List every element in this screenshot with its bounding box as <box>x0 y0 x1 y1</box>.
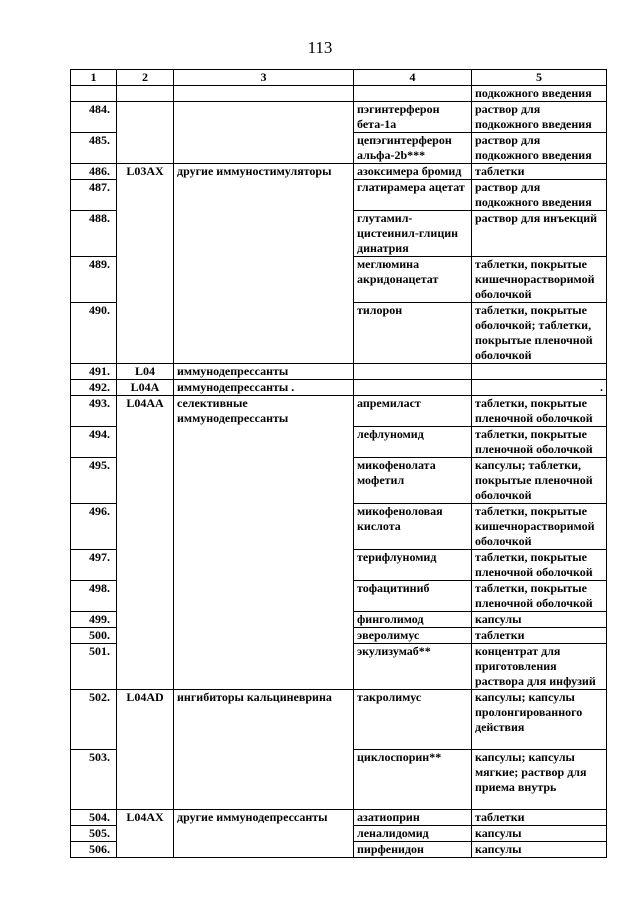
table-row <box>71 810 607 826</box>
form-cell: таблетки, покрытые кишечнорастворимой оболочкой <box>472 504 607 550</box>
num-cell <box>71 86 117 102</box>
drug-cell <box>354 364 472 380</box>
num-cell: 495. <box>71 458 117 504</box>
code-cell: L04AA <box>117 396 174 427</box>
drug-cell: пирфенидон <box>354 842 472 858</box>
form-cell: таблетки, покрытые кишечнорастворимой оболочкой <box>472 257 607 303</box>
code-cell <box>117 427 174 458</box>
num-cell: 502. <box>71 690 117 750</box>
num-cell: 487. <box>71 180 117 211</box>
num-cell: 496. <box>71 504 117 550</box>
table-row <box>71 396 607 427</box>
form-cell: капсулы; капсулы пролонгированного действия <box>472 690 607 750</box>
code-cell <box>117 750 174 810</box>
drug-cell <box>354 86 472 102</box>
code-cell <box>117 581 174 612</box>
drug-cell: тофацитиниб <box>354 581 472 612</box>
table-row <box>71 612 607 628</box>
form-cell: таблетки, покрытые пленочной оболочкой <box>472 396 607 427</box>
table-row <box>71 581 607 612</box>
code-cell <box>117 257 174 303</box>
form-cell: . <box>472 380 607 396</box>
num-cell: 493. <box>71 396 117 427</box>
code-cell: L04A <box>117 380 174 396</box>
group-cell: иммунодепрессанты . <box>174 380 354 396</box>
num-cell: 492. <box>71 380 117 396</box>
table-row <box>71 842 607 858</box>
code-cell <box>117 180 174 211</box>
drug-cell <box>354 380 472 396</box>
form-cell: таблетки, покрытые пленочной оболочкой <box>472 550 607 581</box>
drug-cell: экулизумаб** <box>354 644 472 690</box>
drug-cell: пэгинтерферон бета-1а <box>354 102 472 133</box>
table-row <box>71 380 607 396</box>
num-cell: 494. <box>71 427 117 458</box>
header-cell: 5 <box>472 70 607 86</box>
code-cell <box>117 628 174 644</box>
group-cell: ингибиторы кальциневрина <box>174 690 354 750</box>
form-cell: капсулы; капсулы мягкие; раствор для приема внутрь <box>472 750 607 810</box>
code-cell <box>117 102 174 133</box>
num-cell: 498. <box>71 581 117 612</box>
group-cell <box>174 303 354 364</box>
header-row <box>71 70 607 86</box>
form-cell: таблетки <box>472 628 607 644</box>
drug-cell: апремиласт <box>354 396 472 427</box>
drug-cell: микофенолата мофетил <box>354 458 472 504</box>
code-cell: L04 <box>117 364 174 380</box>
table-row <box>71 504 607 550</box>
code-cell <box>117 86 174 102</box>
code-cell: L04AX <box>117 810 174 826</box>
group-cell: другие иммуностимуляторы <box>174 164 354 180</box>
drug-cell: азатиоприн <box>354 810 472 826</box>
form-cell: таблетки, покрытые оболочкой; таблетки, покрытые пленочной оболочкой <box>472 303 607 364</box>
num-cell: 489. <box>71 257 117 303</box>
form-cell: раствор для инъекций <box>472 211 607 257</box>
group-cell <box>174 826 354 842</box>
group-cell <box>174 180 354 211</box>
num-cell: 485. <box>71 133 117 164</box>
form-cell <box>472 364 607 380</box>
drug-cell: такролимус <box>354 690 472 750</box>
num-cell: 486. <box>71 164 117 180</box>
table-row <box>71 427 607 458</box>
table-row <box>71 550 607 581</box>
num-cell: 484. <box>71 102 117 133</box>
drug-cell: глатирамера ацетат <box>354 180 472 211</box>
code-cell <box>117 504 174 550</box>
num-cell: 503. <box>71 750 117 810</box>
code-cell <box>117 550 174 581</box>
group-cell: другие иммунодепрессанты <box>174 810 354 826</box>
table-row <box>71 750 607 810</box>
form-cell: раствор для подкожного введения <box>472 102 607 133</box>
group-cell <box>174 211 354 257</box>
table-row <box>71 133 607 164</box>
table-row <box>71 257 607 303</box>
header-cell: 3 <box>174 70 354 86</box>
group-cell <box>174 102 354 133</box>
table-row <box>71 644 607 690</box>
code-cell <box>117 842 174 858</box>
num-cell: 501. <box>71 644 117 690</box>
drug-cell: азоксимера бромид <box>354 164 472 180</box>
group-cell: селективные иммунодепрессанты <box>174 396 354 427</box>
form-cell: таблетки <box>472 810 607 826</box>
form-cell: раствор для подкожного введения <box>472 180 607 211</box>
table-row <box>71 690 607 750</box>
group-cell <box>174 750 354 810</box>
group-cell <box>174 842 354 858</box>
code-cell <box>117 458 174 504</box>
code-cell: L04AD <box>117 690 174 750</box>
num-cell: 499. <box>71 612 117 628</box>
code-cell <box>117 133 174 164</box>
drug-cell: меглюмина акридонацетат <box>354 257 472 303</box>
form-cell: подкожного введения <box>472 86 607 102</box>
group-cell <box>174 133 354 164</box>
group-cell <box>174 550 354 581</box>
num-cell: 506. <box>71 842 117 858</box>
code-cell <box>117 303 174 364</box>
continuation-row <box>71 86 607 102</box>
group-cell <box>174 458 354 504</box>
drug-cell: микофеноловая кислота <box>354 504 472 550</box>
drug-cell: глутамил-цистеинил-глицин динатрия <box>354 211 472 257</box>
table-row <box>71 303 607 364</box>
group-cell <box>174 628 354 644</box>
table-row <box>71 102 607 133</box>
drug-cell: циклоспорин** <box>354 750 472 810</box>
code-cell <box>117 826 174 842</box>
num-cell: 491. <box>71 364 117 380</box>
drug-cell: лефлуномид <box>354 427 472 458</box>
table-row <box>71 180 607 211</box>
form-cell: концентрат для приготовления раствора для инфузий <box>472 644 607 690</box>
header-cell: 1 <box>71 70 117 86</box>
form-cell: капсулы <box>472 612 607 628</box>
table-row <box>71 164 607 180</box>
group-cell <box>174 427 354 458</box>
group-cell <box>174 612 354 628</box>
header-cell: 2 <box>117 70 174 86</box>
num-cell: 500. <box>71 628 117 644</box>
group-cell <box>174 504 354 550</box>
code-cell <box>117 211 174 257</box>
num-cell: 488. <box>71 211 117 257</box>
group-cell <box>174 257 354 303</box>
form-cell: таблетки <box>472 164 607 180</box>
form-cell: капсулы <box>472 826 607 842</box>
num-cell: 497. <box>71 550 117 581</box>
form-cell: таблетки, покрытые пленочной оболочкой <box>472 581 607 612</box>
num-cell: 504. <box>71 810 117 826</box>
drug-cell: тилорон <box>354 303 472 364</box>
group-cell <box>174 86 354 102</box>
group-cell <box>174 581 354 612</box>
form-cell: капсулы; таблетки, покрытые пленочной оболочкой <box>472 458 607 504</box>
table-row <box>71 628 607 644</box>
code-cell: L03AX <box>117 164 174 180</box>
drug-cell: финголимод <box>354 612 472 628</box>
group-cell: иммунодепрессанты <box>174 364 354 380</box>
drug-cell: леналидомид <box>354 826 472 842</box>
header-cell: 4 <box>354 70 472 86</box>
code-cell <box>117 612 174 628</box>
form-cell: таблетки, покрытые пленочной оболочкой <box>472 427 607 458</box>
num-cell: 505. <box>71 826 117 842</box>
code-cell <box>117 644 174 690</box>
table-row <box>71 364 607 380</box>
form-cell: раствор для подкожного введения <box>472 133 607 164</box>
table-row <box>71 826 607 842</box>
drug-list-table <box>70 69 607 858</box>
drug-cell: терифлуномид <box>354 550 472 581</box>
drug-cell: эверолимус <box>354 628 472 644</box>
page-number: 113 <box>307 38 333 57</box>
num-cell: 490. <box>71 303 117 364</box>
table-row <box>71 211 607 257</box>
table-row <box>71 458 607 504</box>
group-cell <box>174 644 354 690</box>
form-cell: капсулы <box>472 842 607 858</box>
drug-cell: цепэгинтерферон альфа-2b*** <box>354 133 472 164</box>
